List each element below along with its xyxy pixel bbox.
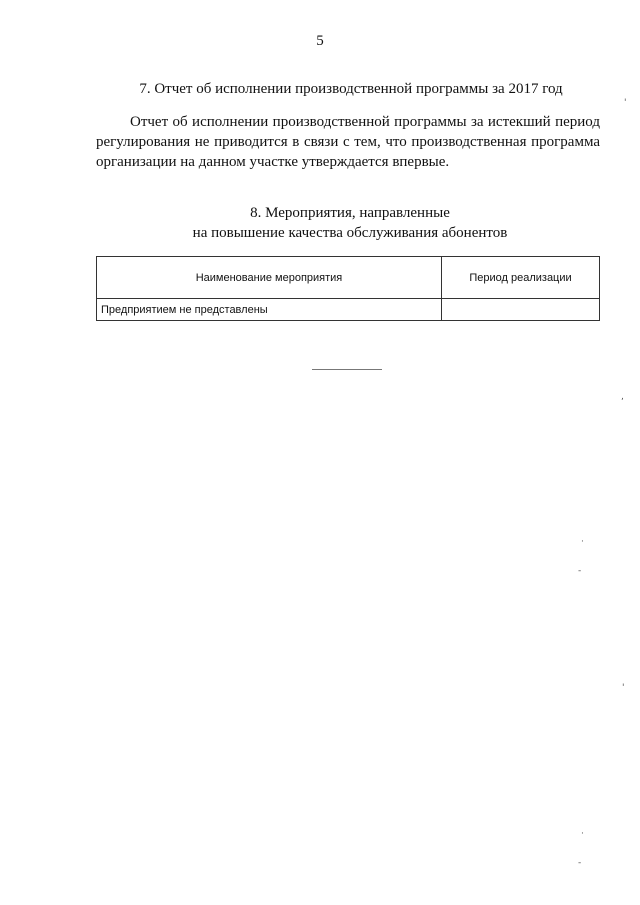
section-8-title <box>100 203 600 243</box>
header-implementation-period: Период реализации <box>442 257 600 299</box>
measures-table <box>96 256 600 321</box>
table-header-row <box>97 257 600 299</box>
cell-measure-name: Предприятием не представлены <box>97 299 442 321</box>
measures-table-wrapper <box>96 256 600 321</box>
section-8-title-line-1: 8. Мероприятия, направленные <box>250 205 450 221</box>
scan-mark: ' <box>624 98 627 108</box>
cell-implementation-period <box>442 299 600 321</box>
scan-mark: · <box>581 829 584 839</box>
section-8-title-line-2: на повышение качества обслуживания абонентов <box>192 225 508 241</box>
table-row <box>97 299 600 321</box>
scan-mark: - <box>578 566 582 576</box>
section-7-paragraph: Отчет об исполнении производственной программы за истекший период регулирования не приводится в связи с тем, что производственная программа организации на данном участке утверждается впервые. <box>96 114 600 170</box>
scan-mark: , <box>621 392 624 402</box>
section-7-title: 7. Отчет об исполнении производственной программы за 2017 год <box>139 81 563 97</box>
end-divider <box>312 369 382 370</box>
scan-mark: · <box>581 537 584 547</box>
scan-mark: ' <box>622 683 625 693</box>
scan-mark: - <box>578 858 582 868</box>
page-number: 5 <box>316 33 324 49</box>
header-measure-name: Наименование мероприятия <box>97 257 442 299</box>
